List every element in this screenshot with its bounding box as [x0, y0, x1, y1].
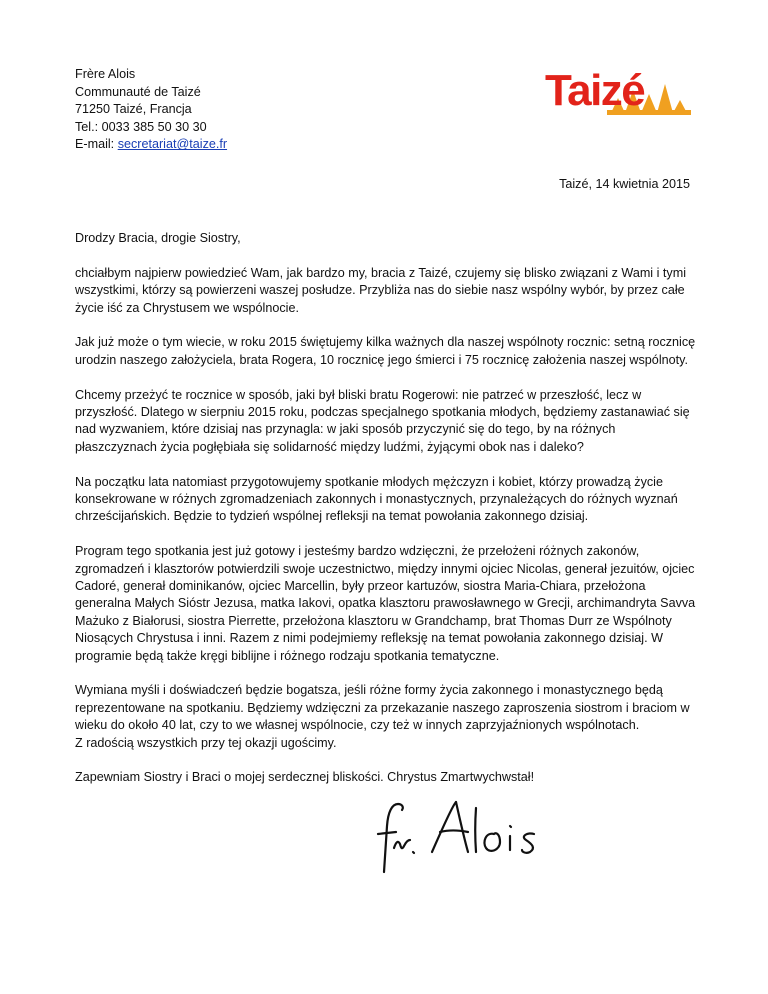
paragraph: chciałbym najpierw powiedzieć Wam, jak bardzo my, bracia z Taizé, czujemy się blisko związani z Wami i tymi wszystkimi, którzy są powierzeni waszej posłudze. Przybliża nas do siebie nasz wspólny wybór, by przez całe życie iść za Chrystusem we wspólnocie.	[75, 265, 686, 315]
sender-name: Frère Alois	[75, 67, 136, 81]
paragraph: Wymiana myśli i doświadczeń będzie bogatsza, jeśli różne formy życia zakonnego i monastycznego będą reprezentowane na spotkaniu. Będziemy wdzięczni za przekazanie naszego zaproszenia siostrom i braciom w wieku do około 40 lat, czy to we własnej wspólnocie, czy też w innych zaprzyjaźnionych wspólnotach. Z radością wszystkich przy tej okazji ugościmy.	[75, 683, 690, 750]
paragraph: Zapewniam Siostry i Braci o mojej serdecznej bliskości. Chrystus Zmartwychwstał!	[75, 770, 535, 785]
sender-address: 71250 Taizé, Francja	[75, 102, 192, 117]
logo-text: Taizé	[545, 66, 645, 115]
letter-body	[75, 230, 700, 804]
email-prefix: E-mail:	[75, 137, 118, 152]
greeting: Drodzy Bracia, drogie Siostry,	[75, 231, 241, 245]
taize-logo	[541, 60, 697, 118]
sender-block	[75, 66, 227, 154]
paragraph: Na początku lata natomiast przygotowujemy spotkanie młodych mężczyzn i kobiet, którzy prowadzą życie konsekrowane w różnych zgromadzeniach zakonnych i monastycznych, przynależących do różnych wyznań chrześcijańskich. Będzie to tydzień wspólnej refleksji na temat powołania zakonnego dzisiaj.	[75, 474, 678, 524]
sender-email-line	[75, 136, 227, 154]
email-link[interactable]: secretariat@taize.fr	[117, 137, 228, 152]
paragraph: Chcemy przeżyć te rocznice w sposób, jaki był bliski bratu Rogerowi: nie patrzeć w przeszłość, lecz w przyszłość. Dlatego w sierpniu 2015 roku, podczas specjalnego spotkania młodych, będziemy zastanawiać się nad wyzwaniem, które dzisiaj nas przynagla: w jaki sposób przyczynić się do tego, by na różnych płaszczyznach życia pogłębiała się solidarność między ludźmi, żyjącymi obok nas i daleko?	[75, 387, 690, 454]
paragraph: Program tego spotkania jest już gotowy i jesteśmy bardzo wdzięczni, że przełożeni różnych zakonów, zgromadzeń i klasztorów potwierdzili swoje uczestnictwo, między innymi ojciec Nicolas, generał jezuitów, ojciec Cadoré, generał dominikanów, ojciec Marcellin, były przeor kartuzów, siostra Maria-Chiara, przełożona generalna Małych Sióstr Jezusa, matka Iakovi, opatka klasztoru prawosławnego w Grecji, archimandryta Savva Mażuko z Białorusi, siostra Pierrette, przełożona klasztoru w Grandchamp, brat Thomas Durr ze Wspólnoty Niosących Chrystusa i inni. Razem z nimi podejmiemy refleksję na temat powołania zakonnego dzisiaj. W programie będą także kręgi biblijne i różnego rodzaju spotkania tematyczne.	[75, 544, 696, 663]
letter-date: Taizé, 14 kwietnia 2015	[559, 177, 690, 191]
paragraph: Jak już może o tym wiecie, w roku 2015 świętujemy kilka ważnych dla naszej wspólnoty rocznic: setną rocznicę urodzin naszego założyciela, brata Rogera, 10 rocznicę jego śmierci i 75 rocznicę założenia naszej wspólnoty.	[75, 335, 696, 367]
sender-tel: Tel.: 0033 385 50 30 30	[75, 119, 207, 134]
signature-icon	[368, 794, 568, 878]
sender-org: Communauté de Taizé	[75, 84, 201, 99]
